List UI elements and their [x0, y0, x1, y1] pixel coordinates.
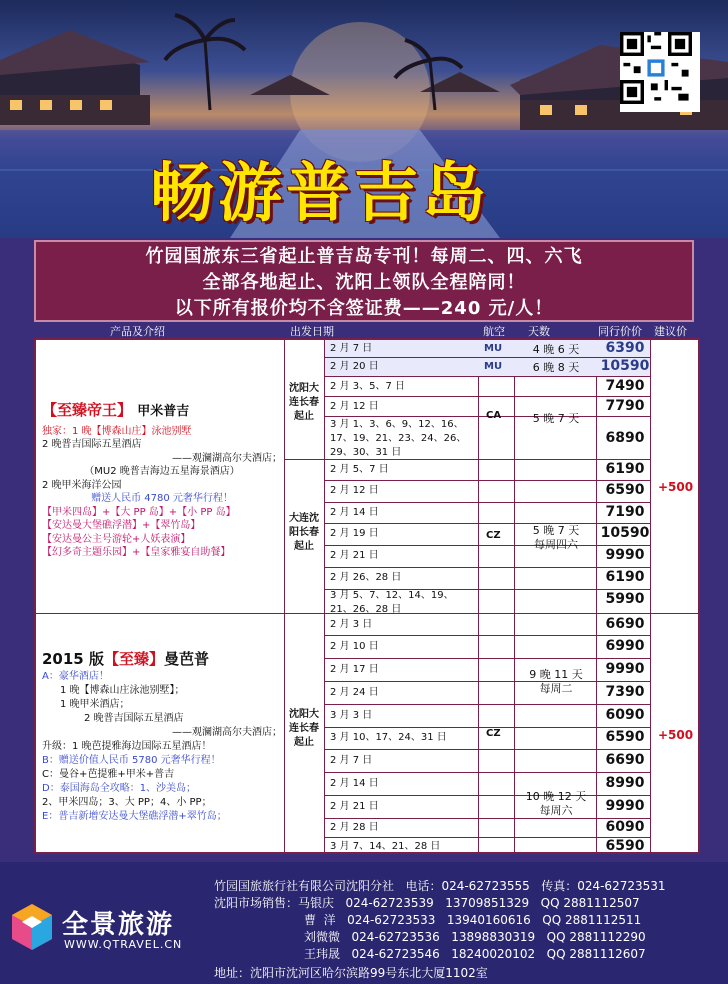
date-cell: 2 月 3 日	[330, 619, 373, 630]
price-cell: 6590	[605, 729, 645, 745]
logo-cube-icon	[10, 902, 54, 952]
date-cell: 3 月 5、7、12、14、19、21、26、28 日	[330, 590, 454, 615]
airline-ca: CA	[486, 410, 502, 421]
price-cell: 9990	[605, 547, 645, 563]
days-cz-weekly: 每周四六	[534, 538, 578, 551]
days-cell: 6 晚 8 天	[532, 361, 580, 374]
airline-cell: MU	[484, 361, 503, 372]
date-cell: 3 月 7、14、21、28 日	[330, 841, 441, 852]
banner-line-1: 竹园国旅东三省起止普吉岛专刊！每周二、四、六飞	[145, 246, 583, 267]
logo-url[interactable]: WWW.QTRAVEL.CN	[64, 938, 183, 951]
product-title-imperial: 【至臻帝王】 甲米普吉	[42, 401, 190, 419]
date-cell: 2 月 10 日	[330, 641, 379, 652]
price-cell: 7190	[605, 504, 645, 520]
days-cell: 4 晚 6 天	[532, 343, 580, 356]
company-contact: 竹园国旅旅行社有限公司沈阳分社 电话：024-62723555 传真：024-62723531	[214, 879, 666, 893]
date-cell: 3 月 3 日	[330, 710, 373, 721]
product-intro-mangbapu: 2015 版【至臻】曼芭普 A：豪华酒店！ 1 晚【博森山庄泳池别墅】； 1 晚甲米酒店； 2 晚普吉国际五星酒店 ——观澜湖高尔夫酒店； 升级：1 晚芭提雅海边国际五星酒店！ B：赠送价值人民币 5780 元奢华行程！ C：曼谷+芭提雅+甲米+普吉 D：泰国海岛全攻略：1、沙美岛； 2、甲米四岛；3、大 PP；4、小 PP； E：普吉新增安达曼大堡礁浮潜+翠竹岛；	[42, 650, 282, 822]
banner-line-2: 全部各地起止、沈阳上领队全程陪同！	[202, 272, 526, 293]
page-title: 畅游普吉岛	[150, 157, 490, 231]
days-10n-weekly: 每周六	[539, 804, 573, 817]
date-cell: 2 月 20 日	[330, 361, 379, 372]
days-cz: 5 晚 7 天	[532, 524, 580, 537]
sales-row-3: 刘微微 024-62723536 13898830319 QQ 2881112290	[304, 930, 646, 944]
price-table	[34, 338, 700, 854]
header-airline: 航空	[483, 325, 505, 338]
sales-row-2: 曹 洋 024-62723533 13940160616 QQ 2881112511	[304, 913, 642, 927]
price-cell: 5990	[605, 591, 645, 607]
banner-line-3: 以下所有报价均不含签证费——240 元/人！	[174, 298, 554, 319]
date-cell: 2 月 7 日	[330, 755, 373, 766]
promo-banner	[34, 240, 694, 322]
departure-cities-1: 沈阳大连长春起止	[289, 383, 319, 422]
header-price: 同行价价	[598, 325, 642, 338]
price-cell: 6590	[605, 482, 645, 498]
date-cell: 2 月 12 日	[330, 401, 379, 412]
sales-row-1: 沈阳市场销售：马银庆 024-62723539 13709851329 QQ 2881112507	[214, 896, 640, 910]
date-cell: 2 月 14 日	[330, 778, 379, 789]
price-cell: 6990	[605, 638, 645, 654]
qr-code-icon	[620, 32, 692, 104]
price-cell: 6690	[605, 616, 645, 632]
hero-banner	[0, 0, 728, 238]
price-cell: 9990	[605, 798, 645, 814]
date-cell: 2 月 26、28 日	[330, 572, 402, 583]
days-9n-weekly: 每周二	[539, 682, 573, 695]
price-cell: 6590	[605, 838, 645, 854]
qr-code[interactable]	[620, 32, 700, 112]
date-cell: 2 月 24 日	[330, 687, 379, 698]
departure-cities-2: 大连沈阳长春起止	[289, 513, 319, 552]
sales-row-4: 王玮晟 024-62723546 18240020102 QQ 2881112607	[304, 947, 646, 961]
price-cell: 6190	[605, 461, 645, 477]
price-cell: 6190	[605, 569, 645, 585]
suggest-price-2: +500	[658, 728, 694, 742]
airline-cz-2: CZ	[486, 728, 501, 739]
airline-cz: CZ	[486, 530, 501, 541]
date-cell: 2 月 7 日	[330, 343, 373, 354]
departure-cities-3: 沈阳大连长春起止	[289, 709, 319, 748]
date-cell: 2 月 5、7 日	[330, 464, 389, 475]
price-cell: 10590	[600, 358, 650, 374]
logo-text: 全景旅游	[62, 910, 175, 940]
date-cell: 2 月 3、5、7 日	[330, 381, 405, 392]
price-cell: 6690	[605, 752, 645, 768]
price-cell: 8990	[605, 775, 645, 791]
date-cell: 2 月 21 日	[330, 550, 379, 561]
price-cell: 6090	[605, 819, 645, 835]
airline-cell: MU	[484, 343, 503, 354]
days-10n: 10 晚 12 天	[525, 790, 587, 803]
product-title-mangbapu: 2015 版【至臻】曼芭普	[42, 650, 210, 668]
price-cell: 6090	[605, 707, 645, 723]
price-cell: 10590	[600, 525, 650, 541]
suggest-price-1: +500	[658, 480, 694, 494]
company-logo	[10, 902, 210, 962]
footer	[0, 862, 728, 984]
date-cell: 3 月 1、3、6、9、12、16、17、19、21、23、24、26、29、30、31 日	[330, 419, 467, 458]
price-cell: 7490	[605, 378, 645, 394]
product-intro-imperial: 【至臻帝王】 甲米普吉 独家：1 晚【博森山庄】泳池别墅 2 晚普吉国际五星酒店 ——观澜湖高尔夫酒店； （MU2 晚普吉海边五星海景酒店） 2 晚甲米海洋公园 赠送人民币 4780 元奢华行程！ 【甲米四岛】+【大 PP 岛】+【小 PP 岛】 【安达曼大堡礁浮潜】+【翠竹岛】 【安达曼公主号游轮+人妖表演】 【幻多奇主题乐园】+【皇家雅宴自助餐】	[42, 401, 282, 558]
header-days: 天数	[528, 325, 550, 338]
date-cell: 2 月 17 日	[330, 664, 379, 675]
date-cell: 3 月 10、17、24、31 日	[330, 732, 447, 743]
price-cell: 7790	[605, 398, 645, 414]
date-cell: 2 月 19 日	[330, 528, 379, 539]
header-product: 产品及介绍	[110, 325, 165, 338]
date-cell: 2 月 12 日	[330, 485, 379, 496]
date-cell: 2 月 28 日	[330, 822, 379, 833]
price-cell: 9990	[605, 661, 645, 677]
days-9n: 9 晚 11 天	[529, 668, 583, 681]
date-cell: 2 月 14 日	[330, 507, 379, 518]
price-cell: 6390	[605, 340, 645, 356]
price-cell: 6890	[605, 430, 645, 446]
header-suggest: 建议价	[654, 325, 687, 338]
price-cell: 7390	[605, 684, 645, 700]
date-cell: 2 月 21 日	[330, 801, 379, 812]
company-address: 地址：沈阳市沈河区哈尔滨路99号东北大厦1102室	[214, 966, 488, 980]
days-ca: 5 晚 7 天	[532, 412, 580, 425]
header-date: 出发日期	[290, 325, 334, 338]
